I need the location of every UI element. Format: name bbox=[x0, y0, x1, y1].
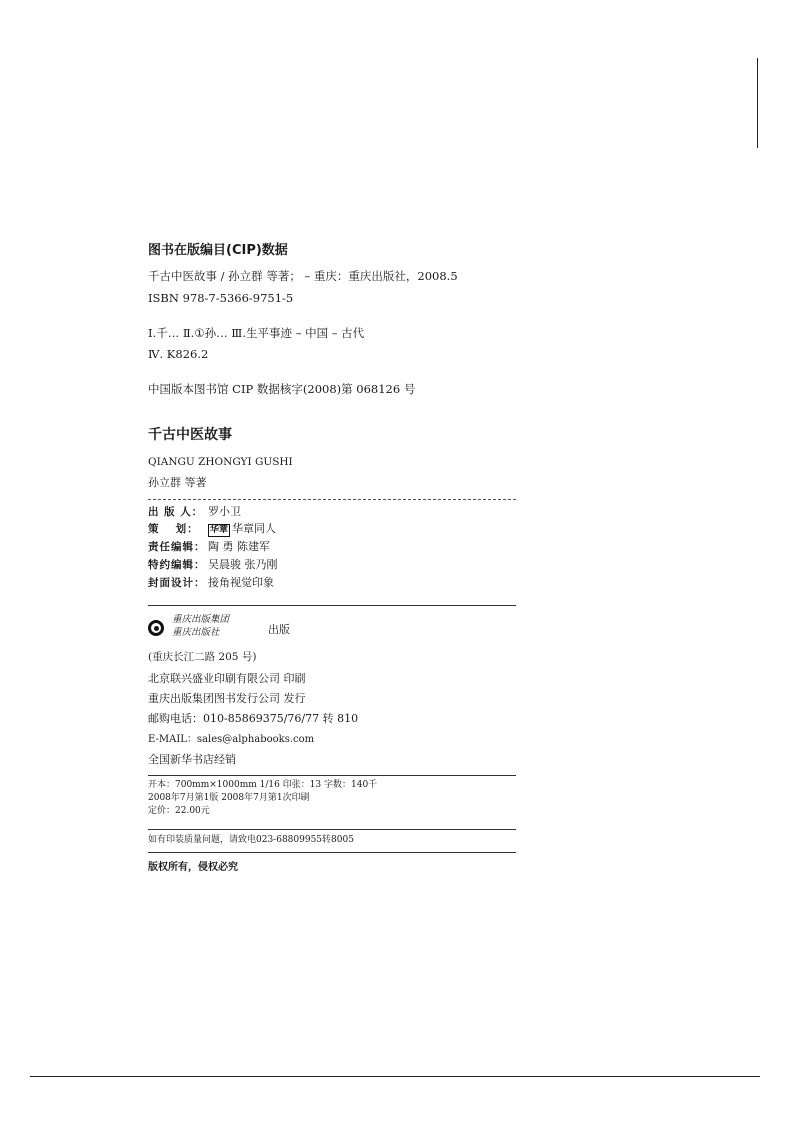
mail-order-phone: 邮购电话：010-85869375/76/77 转 810 bbox=[148, 712, 359, 725]
planning-stamp-logo: 华章 bbox=[210, 525, 229, 535]
credit-value: 吴晨骏 张乃刚 bbox=[208, 558, 278, 571]
credit-value: 陶 勇 陈建军 bbox=[208, 540, 270, 553]
printer: 北京联兴盛业印刷有限公司 印刷 bbox=[148, 672, 306, 685]
publisher-block bbox=[148, 612, 518, 672]
credit-value: 华章同人 bbox=[232, 522, 277, 535]
distributor: 重庆出版集团图书发行公司 发行 bbox=[148, 692, 306, 705]
spec-format: 开本：700mm×1000mm 1/16 印张：13 字数：140千 bbox=[148, 780, 378, 790]
bottom-rule bbox=[30, 1076, 760, 1077]
credit-key: 封面设计： bbox=[148, 577, 206, 589]
cip-classification-1: Ⅰ.千… Ⅱ.①孙… Ⅲ.生平事迹 – 中国 – 古代 bbox=[148, 326, 365, 340]
divider bbox=[148, 605, 516, 606]
credit-special-editor bbox=[148, 558, 278, 572]
book-title: 千古中医故事 bbox=[148, 427, 232, 443]
credit-planning bbox=[148, 522, 276, 537]
credit-key: 特约编辑： bbox=[148, 559, 206, 571]
credit-cover-design bbox=[148, 576, 274, 590]
publisher-action: 出版 bbox=[268, 623, 290, 636]
isbn: ISBN 978-7-5366-9751-5 bbox=[148, 291, 294, 305]
specs-block bbox=[148, 780, 518, 820]
publisher-name-line1: 重庆出版集团 bbox=[172, 614, 230, 625]
seller: 全国新华书店经销 bbox=[148, 753, 236, 766]
spec-price: 定价：22.00元 bbox=[148, 806, 210, 816]
quality-notice: 如有印装质量问题，请致电023-68809955转8005 bbox=[148, 835, 354, 845]
credit-key: 出 版 人： bbox=[148, 506, 204, 518]
publisher-name-line2: 重庆出版社 bbox=[172, 627, 220, 638]
divider bbox=[148, 499, 516, 500]
credit-key: 责任编辑： bbox=[148, 541, 206, 553]
credits-block bbox=[148, 505, 518, 605]
credit-publisher-person bbox=[148, 505, 241, 519]
cip-bibliographic-line: 千古中医故事 / 孙立群 等著； – 重庆：重庆出版社，2008.5 bbox=[148, 269, 458, 283]
copyright-notice: 版权所有，侵权必究 bbox=[148, 862, 238, 873]
publisher-logo-icon bbox=[148, 620, 164, 636]
divider bbox=[148, 852, 516, 853]
cip-heading: 图书在版编目(CIP)数据 bbox=[148, 243, 288, 258]
divider bbox=[148, 829, 516, 830]
cip-classification-2: Ⅳ. K826.2 bbox=[148, 347, 209, 361]
book-title-pinyin: QIANGU ZHONGYI GUSHI bbox=[148, 456, 293, 468]
book-authors: 孙立群 等著 bbox=[148, 476, 207, 489]
divider bbox=[148, 775, 516, 776]
credit-editor bbox=[148, 540, 270, 554]
printing-block bbox=[148, 671, 518, 771]
credit-value: 罗小卫 bbox=[208, 505, 241, 518]
email: E-MAIL：sales@alphabooks.com bbox=[148, 734, 315, 745]
credit-key: 策 划： bbox=[148, 523, 199, 535]
spec-edition: 2008年7月第1版 2008年7月第1次印刷 bbox=[148, 793, 310, 803]
cip-verification-number: 中国版本图书馆 CIP 数据核字(2008)第 068126 号 bbox=[148, 382, 416, 396]
publisher-address: (重庆长江二路 205 号) bbox=[148, 651, 257, 663]
scan-edge-mark bbox=[757, 58, 758, 148]
credit-value: 接角视觉印象 bbox=[208, 576, 274, 589]
